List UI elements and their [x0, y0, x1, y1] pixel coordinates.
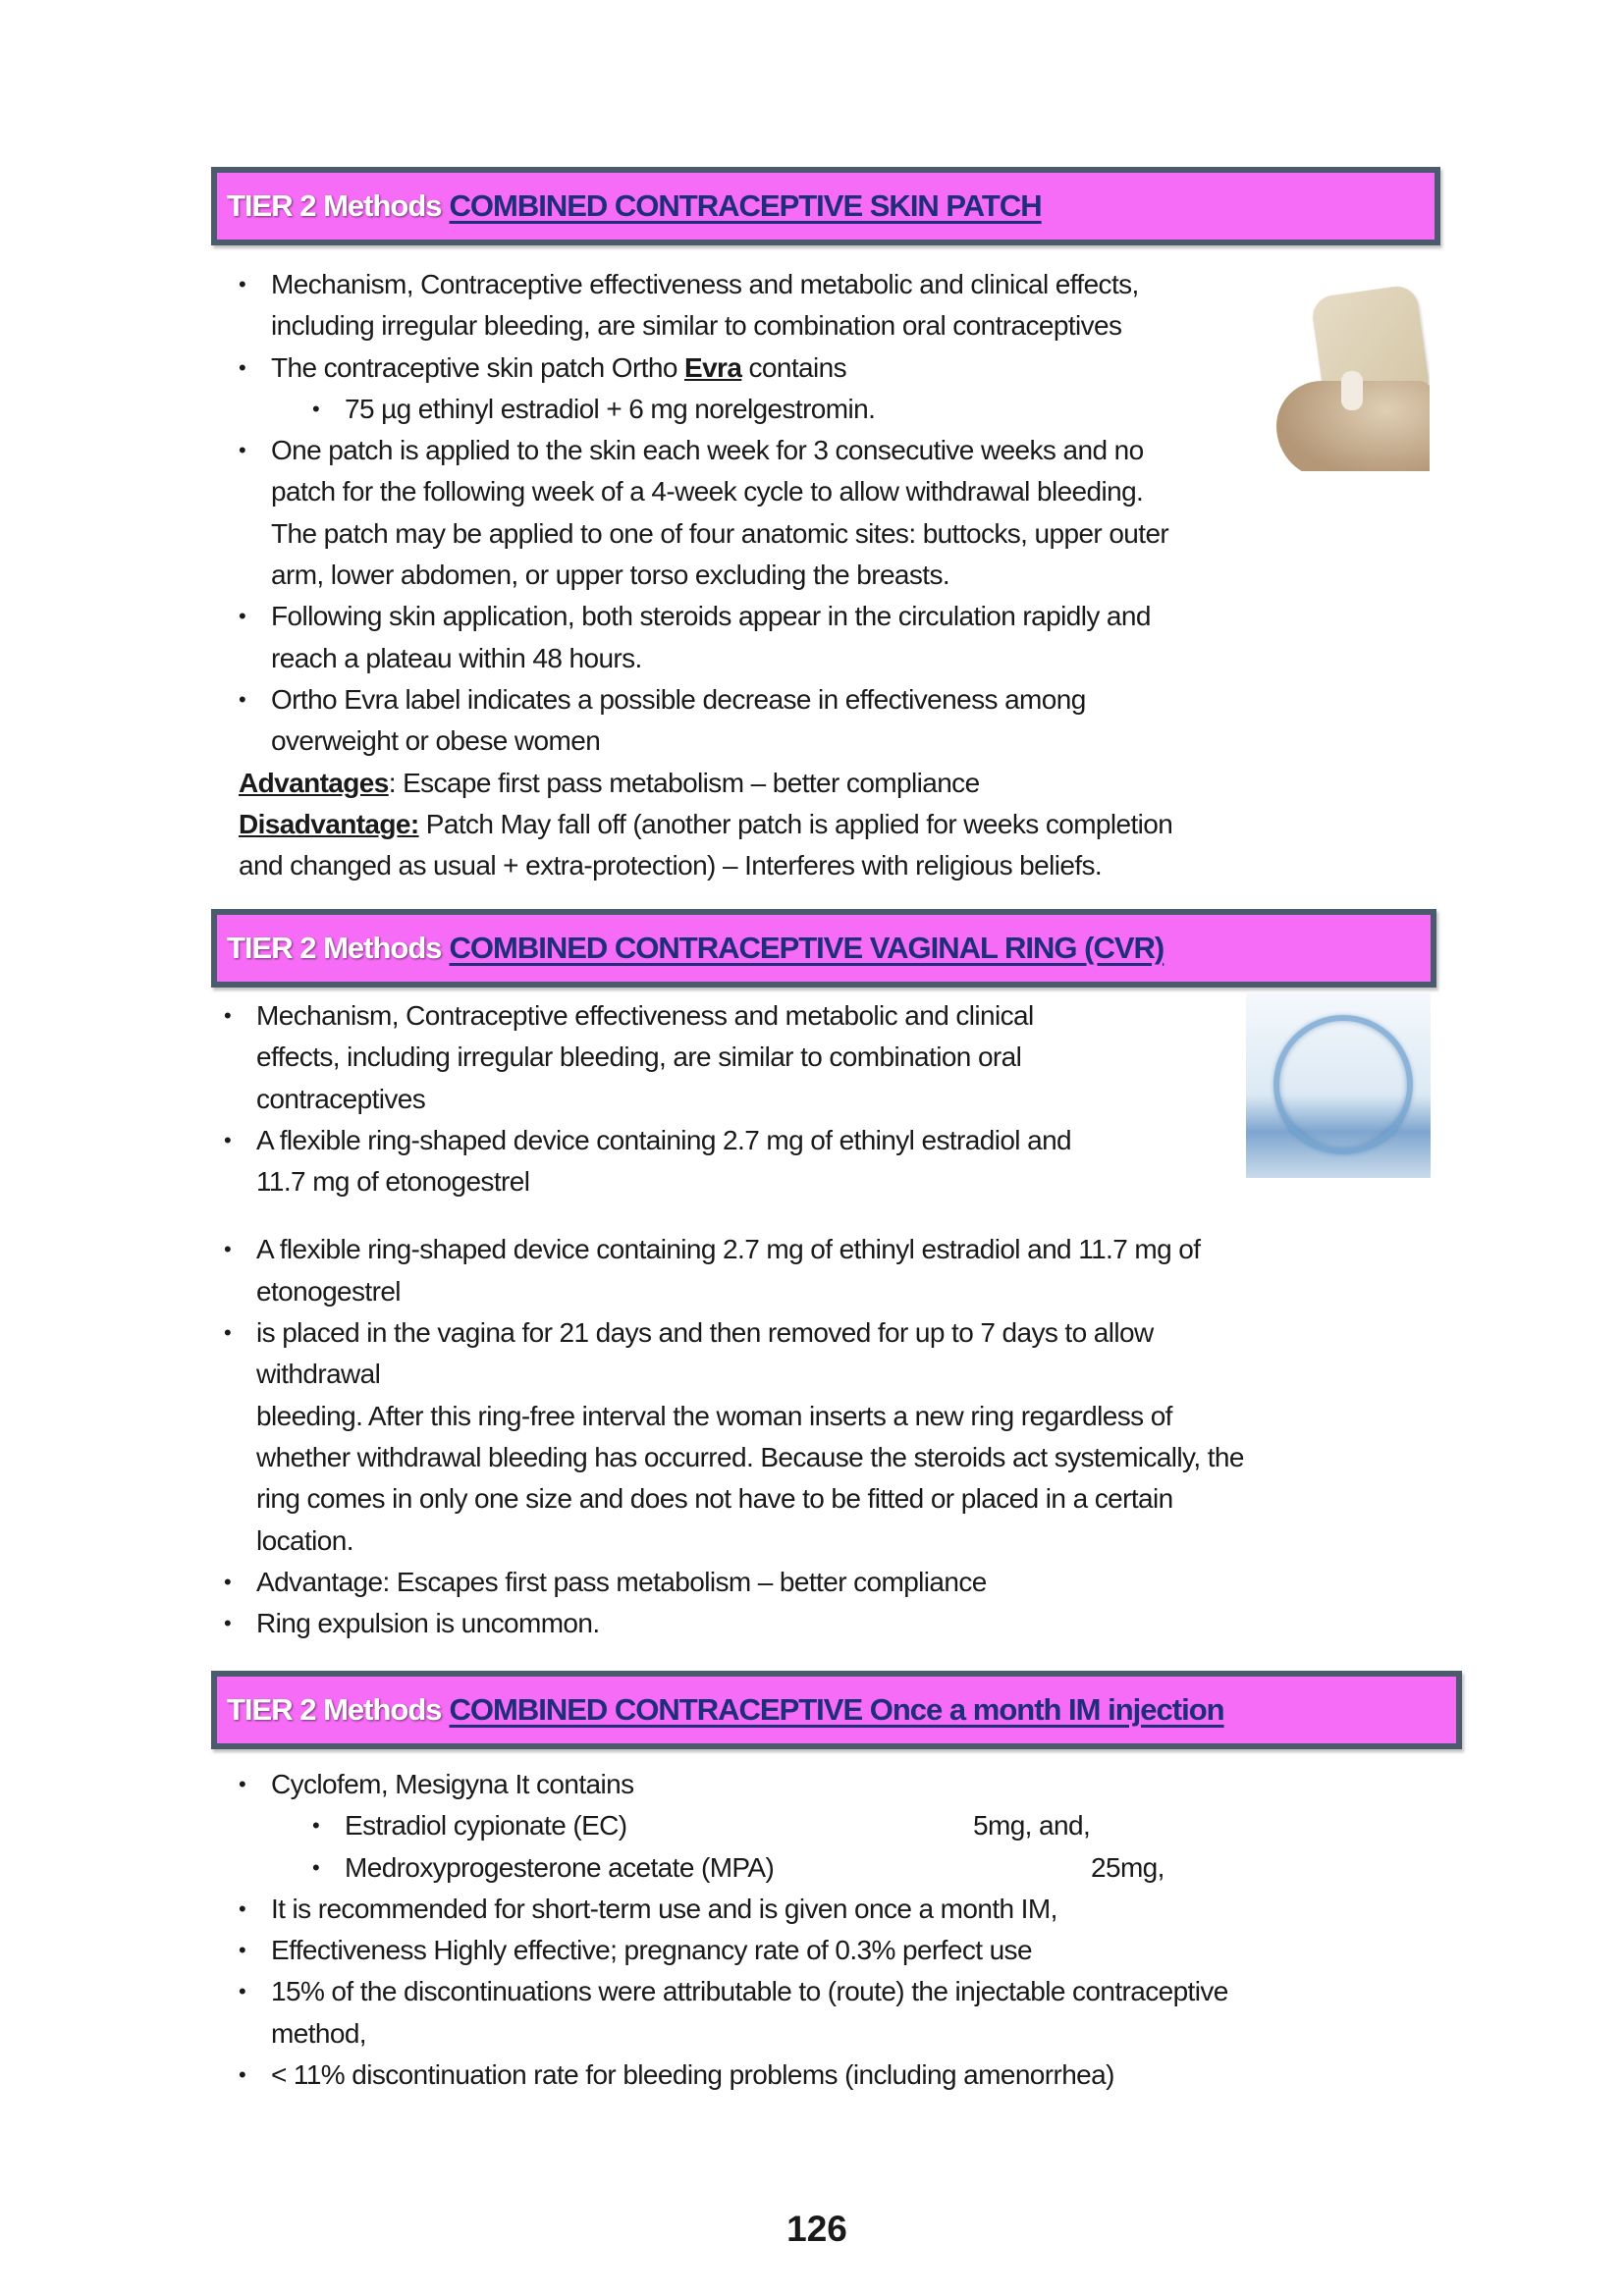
line-text: overweight or obese women — [271, 725, 601, 757]
line-text: is placed in the vagina for 21 days and then removed for up to 7 days to allow — [256, 1317, 1154, 1349]
line-text: bleeding. After this ring-free interval the woman inserts a new ring regardless of — [256, 1400, 1172, 1431]
line-text: including irregular bleeding, are similar to combination oral contraceptives — [271, 310, 1122, 342]
line-text: 75 µg ethinyl estradiol + 6 mg norelgestromin. — [345, 393, 876, 424]
bullet-icon: • — [239, 438, 246, 463]
bullet-icon: • — [224, 1320, 232, 1346]
dose-value: 5mg, and, — [973, 1810, 1091, 1842]
bullet-icon: • — [224, 1003, 232, 1028]
line-text: Ortho Evra label indicates a possible decrease in effectiveness among — [271, 683, 1086, 715]
bullet-icon: • — [239, 1896, 246, 1921]
line-text: A flexible ring-shaped device containing 2.7 mg of ethinyl estradiol and — [256, 1124, 1072, 1155]
text-segment: : Escape first pass metabolism – better compliance — [388, 767, 980, 798]
line-text: patch for the following week of a 4-week cycle to allow withdrawal bleeding. — [271, 476, 1144, 507]
tier-label: TIER 2 Methods — [227, 931, 442, 965]
line-text: Advantage: Escapes first pass metabolism – better compliance — [256, 1566, 987, 1597]
emphasis-text: Advantages — [239, 767, 389, 798]
emphasis-text: Disadvantage: — [239, 808, 419, 839]
line-text: Medroxyprogesterone acetate (MPA) — [345, 1851, 775, 1883]
section-header-im-injection — [211, 1671, 1462, 1749]
bullet-icon: • — [224, 1237, 232, 1262]
skin-patch-image — [1276, 283, 1430, 471]
line-text — [239, 763, 980, 804]
section-header-vaginal-ring — [211, 909, 1436, 988]
line-text: method, — [271, 2017, 366, 2049]
line-text: 15% of the discontinuations were attributable to (route) the injectable contraceptive — [271, 1976, 1228, 2007]
bullet-icon: • — [239, 1979, 246, 2004]
line-text: < 11% discontinuation rate for bleeding problems (including amenorrhea) — [271, 2059, 1114, 2091]
bullet-icon: • — [224, 1569, 232, 1594]
line-text: Ring expulsion is uncommon. — [256, 1608, 600, 1639]
line-text: It is recommended for short-term use and is given once a month IM, — [271, 1893, 1057, 1924]
dose-value: 25mg, — [1091, 1851, 1164, 1883]
bullet-icon: • — [239, 272, 246, 296]
tier-label: TIER 2 Methods — [227, 1692, 442, 1727]
line-text: contraceptives — [256, 1083, 426, 1114]
line-text: withdrawal — [256, 1359, 381, 1390]
line-text: ring comes in only one size and does not have to be fitted or placed in a certain — [256, 1483, 1173, 1515]
line-text: etonogestrel — [256, 1275, 401, 1307]
bullet-icon: • — [239, 1938, 246, 1963]
bullet-icon: • — [239, 686, 246, 712]
section-title: COMBINED CONTRACEPTIVE SKIN PATCH — [449, 188, 1042, 223]
text-segment: The contraceptive skin patch Ortho — [271, 351, 684, 383]
bullet-icon: • — [239, 1772, 246, 1796]
section-title: COMBINED CONTRACEPTIVE VAGINAL RING (CVR) — [449, 931, 1164, 965]
text-segment: Patch May fall off (another patch is applied for weeks completion — [418, 808, 1173, 839]
line-text: Mechanism, Contraceptive effectiveness and metabolic and clinical — [256, 1000, 1034, 1031]
bullet-icon: • — [224, 1127, 232, 1152]
section-title: COMBINED CONTRACEPTIVE Once a month IM injection — [449, 1692, 1224, 1727]
emphasis-text: Evra — [684, 351, 742, 383]
tier-label: TIER 2 Methods — [227, 188, 442, 223]
text-segment: contains — [741, 351, 846, 383]
bullet-icon: • — [239, 604, 246, 629]
line-text: whether withdrawal bleeding has occurred. Because the steroids act systemically, the — [256, 1441, 1244, 1472]
section-header-skin-patch — [211, 167, 1440, 245]
bullet-icon: • — [312, 1813, 320, 1839]
bullet-icon: • — [312, 396, 320, 421]
bullet-icon: • — [239, 2062, 246, 2088]
bullet-icon: • — [312, 1854, 320, 1880]
line-text: The patch may be applied to one of four anatomic sites: buttocks, upper outer — [271, 517, 1169, 549]
line-text: Estradiol cypionate (EC) — [345, 1810, 627, 1842]
line-text: Cyclofem, Mesigyna It contains — [271, 1769, 634, 1799]
line-text — [271, 347, 846, 389]
line-text: Mechanism, Contraceptive effectiveness and metabolic and clinical effects, — [271, 269, 1139, 299]
line-text: A flexible ring-shaped device containing 2.7 mg of ethinyl estradiol and 11.7 mg of — [256, 1234, 1201, 1265]
vaginal-ring-image — [1246, 993, 1431, 1178]
bullet-icon: • — [239, 354, 246, 380]
page-number: 126 — [786, 2209, 847, 2249]
line-text: and changed as usual + extra-protection) – Interferes with religious beliefs. — [239, 850, 1103, 881]
line-text: arm, lower abdomen, or upper torso excluding the breasts. — [271, 560, 950, 591]
line-text: 11.7 mg of etonogestrel — [256, 1166, 530, 1198]
line-text: Effectiveness Highly effective; pregnancy rate of 0.3% perfect use — [271, 1935, 1032, 1966]
bullet-icon: • — [224, 1611, 232, 1636]
line-text: Following skin application, both steroids appear in the circulation rapidly and — [271, 601, 1151, 632]
line-text: One patch is applied to the skin each week for 3 consecutive weeks and no — [271, 435, 1144, 466]
line-text: location. — [256, 1524, 353, 1556]
line-text: reach a plateau within 48 hours. — [271, 642, 642, 673]
line-text — [239, 804, 1172, 845]
line-text: effects, including irregular bleeding, are similar to combination oral — [256, 1041, 1022, 1073]
